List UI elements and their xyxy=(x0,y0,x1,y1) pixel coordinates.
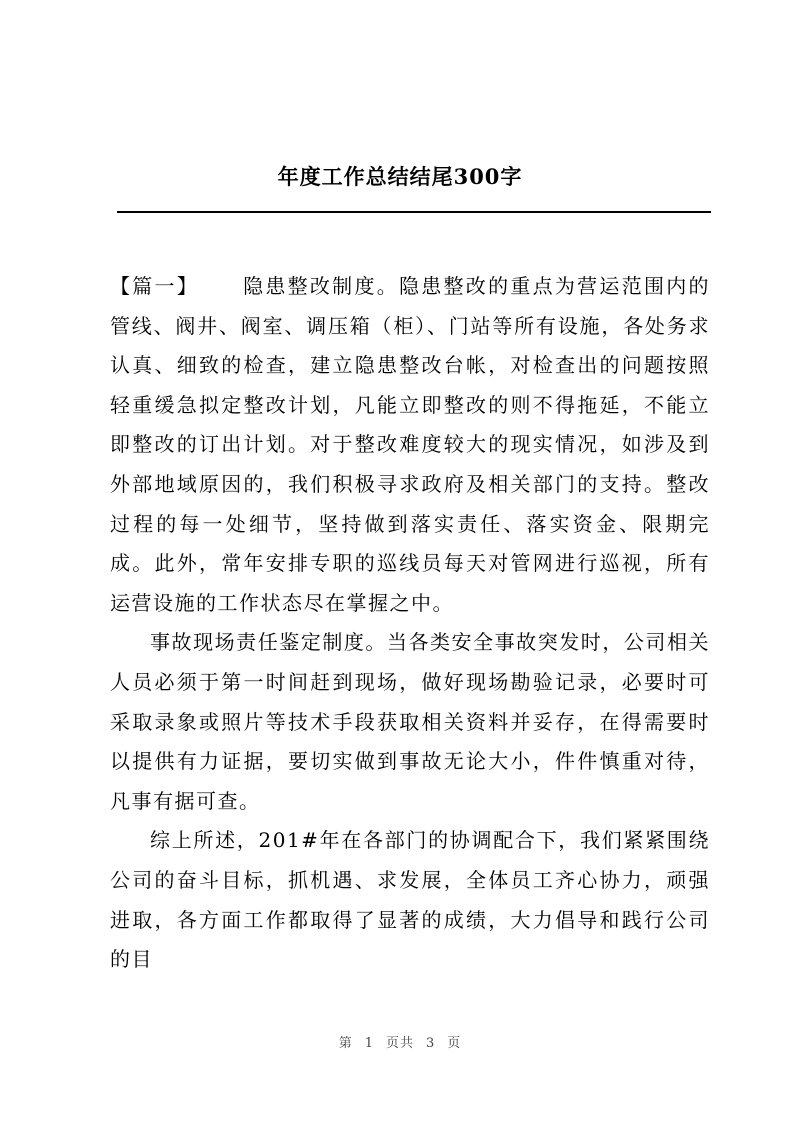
footer-middle: 页共 xyxy=(385,1036,414,1051)
paragraph-1-text: 隐患整改制度。隐患整改的重点为营运范围内的管线、阀井、阀室、调压箱（柜）、门站等所有设施，各处务求认真、细致的检查，建立隐患整改台帐，对检查出的问题按照轻重缓急拟定整改计划，凡能立即整改的则不得拖延，不能立即整改的订出计划。对于整改难度较大的现实情况，如涉及到外部地域原因的，我们积极寻求政府及相关部门的支持。整改过程的每一处细节，坚持做到落实责任、落实资金、限期完成。此外，常年安排专职的巡线员每天对管网进行巡视，所有运营设施的工作状态尽在掌握之中。 xyxy=(110,274,711,615)
page-title: 年度工作总结结尾300字 xyxy=(277,164,523,189)
section-tag: 【篇一】 xyxy=(110,274,200,298)
footer-suffix: 页 xyxy=(447,1036,462,1051)
footer-current-page: 1 xyxy=(364,1036,374,1051)
footer-total-pages: 3 xyxy=(426,1036,436,1051)
title-divider xyxy=(117,211,711,213)
paragraph-2: 事故现场责任鉴定制度。当各类安全事故突发时，公司相关人员必须于第一时间赶到现场，做好现场勘验记录，必要时可采取录象或照片等技术手段获取相关资料并妥存，在得需要时以提供有力证据，要切实做到事故无论大小，件件慎重对待，凡事有据可查。 xyxy=(110,630,710,813)
paragraph-3: 综上所述，201#年在各部门的协调配合下，我们紧紧围绕公司的奋斗目标，抓机遇、求发展，全体员工齐心协力，顽强进取，各方面工作都取得了显著的成绩，大力倡导和践行公司的目 xyxy=(110,828,710,972)
footer-prefix: 第 xyxy=(338,1036,353,1051)
document-body xyxy=(110,267,710,980)
page-footer xyxy=(0,1032,800,1051)
paragraph-1 xyxy=(110,267,710,623)
